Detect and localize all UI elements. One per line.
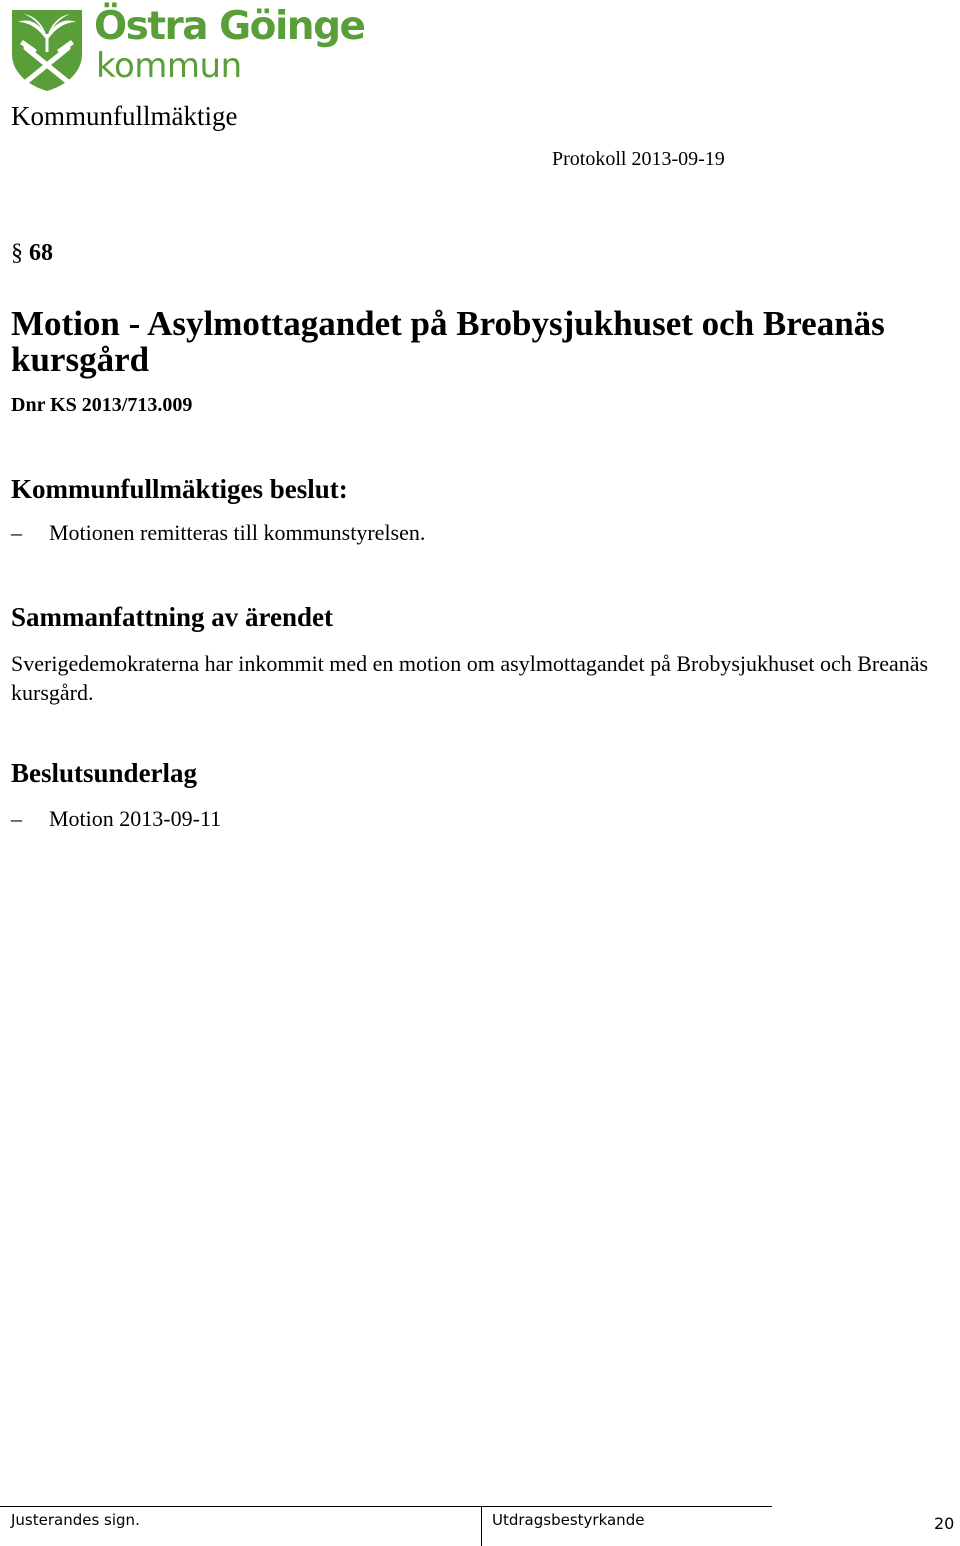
logo-wordmark-line2: kommun — [96, 46, 242, 86]
certification-label: Utdragsbestyrkande — [492, 1511, 645, 1529]
decision-text: Motionen remitteras till kommunstyrelsen. — [49, 520, 426, 545]
paragraph-number — [11, 240, 53, 267]
decision-heading: Kommunfullmäktiges beslut: — [11, 474, 348, 504]
dash-bullet: – — [11, 806, 22, 831]
section-symbol: § — [11, 240, 23, 266]
signature-label: Justerandes sign. — [11, 1511, 140, 1529]
logo-wordmark-line1: Östra Göinge — [94, 4, 365, 49]
decision-item — [11, 520, 611, 550]
dash-bullet: – — [11, 520, 22, 545]
page-number: 20 — [934, 1514, 955, 1533]
summary-text: Sverigedemokraterna har inkommit med en motion om asylmottagandet på Brobysjukhuset och Breanäs kursgård. — [11, 651, 929, 705]
protocol-date: Protokoll 2013-09-19 — [552, 148, 725, 170]
footer-column-divider — [481, 1506, 482, 1546]
section-number: 68 — [29, 240, 53, 266]
document-title: Motion - Asylmottagandet på Brobysjukhuset och Breanäs kursgård — [11, 304, 885, 379]
basis-heading: Beslutsunderlag — [11, 758, 198, 788]
municipality-logo — [10, 4, 365, 92]
summary-heading: Sammanfattning av ärendet — [11, 602, 334, 632]
footer-divider — [0, 1506, 772, 1507]
department-name: Kommunfullmäktige — [11, 101, 238, 131]
basis-text: Motion 2013-09-11 — [49, 806, 222, 831]
basis-item — [11, 806, 611, 836]
registration-number: Dnr KS 2013/713.009 — [11, 394, 193, 416]
coat-of-arms-icon — [10, 8, 84, 92]
